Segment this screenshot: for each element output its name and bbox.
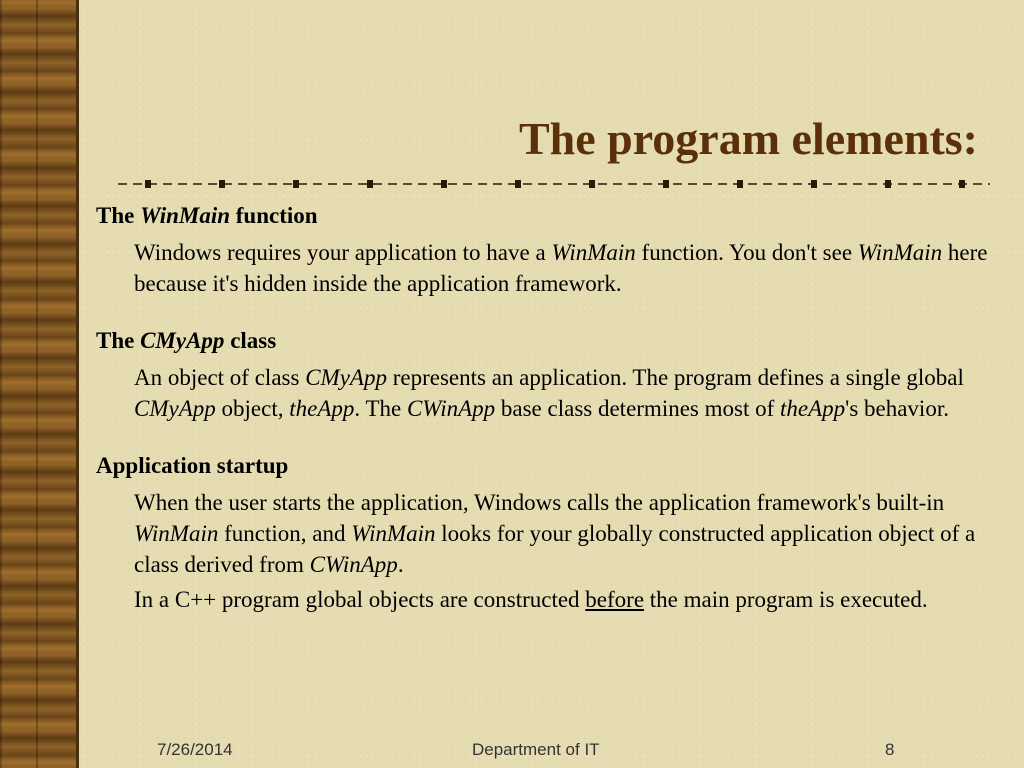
- italic-term: CMyApp: [305, 365, 387, 390]
- section-paragraph: [134, 584, 1011, 615]
- divider-marker: [145, 180, 151, 188]
- italic-term: CWinApp: [406, 396, 496, 421]
- text-run: . The: [354, 396, 407, 421]
- sidebar-edge: [76, 0, 79, 768]
- text-run: class: [224, 328, 277, 353]
- divider-marker: [293, 180, 299, 188]
- text-run: function. You don't see: [635, 240, 858, 265]
- divider-marker: [589, 180, 595, 188]
- italic-term: WinMain: [551, 240, 636, 265]
- section-paragraph: [134, 237, 1011, 299]
- footer-department: Department of IT: [472, 740, 600, 759]
- divider-marker: [663, 180, 669, 188]
- divider-marker: [367, 180, 373, 188]
- italic-term: WinMain: [140, 203, 231, 228]
- slide-body: [96, 200, 1011, 615]
- text-run: represents an application. The program defines a single global: [386, 365, 964, 390]
- underlined-term: before: [585, 587, 645, 612]
- italic-term: WinMain: [857, 240, 943, 265]
- section-paragraph: [134, 362, 1011, 424]
- wood-sidebar: [0, 0, 76, 768]
- text-run: Application startup: [96, 453, 289, 478]
- text-run: The: [96, 203, 141, 228]
- italic-term: CMyApp: [140, 328, 225, 353]
- section-heading: [96, 450, 1011, 481]
- divider-marker: [737, 180, 743, 188]
- italic-term: WinMain: [134, 521, 219, 546]
- text-run: the main program is executed.: [644, 587, 928, 612]
- text-run: 's behavior.: [845, 396, 949, 421]
- text-run: The: [96, 328, 141, 353]
- section-winmain: [96, 200, 1011, 299]
- text-run: When the user starts the application, Windows calls the application framework's built-in: [134, 490, 945, 515]
- italic-term: theApp: [780, 396, 846, 421]
- footer-page-number: 8: [885, 740, 895, 759]
- divider-marker: [515, 180, 521, 188]
- slide-title: The program elements:: [518, 113, 978, 164]
- text-run: .: [397, 552, 404, 577]
- dashed-divider: [118, 175, 990, 193]
- text-run: looks for your globally constructed application object of a class derived from: [134, 521, 976, 577]
- text-run: here because it's hidden inside the application framework.: [134, 240, 988, 296]
- text-run: object,: [215, 396, 290, 421]
- text-run: base class determines most of: [495, 396, 781, 421]
- italic-term: CWinApp: [309, 552, 398, 577]
- italic-term: CMyApp: [134, 396, 216, 421]
- section-application-startup: [96, 450, 1011, 615]
- italic-term: theApp: [289, 396, 355, 421]
- section-cmyapp: [96, 325, 1011, 424]
- divider-marker: [811, 180, 817, 188]
- text-run: In a C++ program global objects are constructed: [134, 587, 586, 612]
- divider-marker: [219, 180, 225, 188]
- text-run: function, and: [218, 521, 352, 546]
- divider-marker: [885, 180, 891, 188]
- text-run: An object of class: [134, 365, 306, 390]
- text-run: function: [230, 203, 318, 228]
- section-paragraph: [134, 487, 1011, 580]
- footer-date: 7/26/2014: [157, 740, 233, 759]
- section-heading: [96, 200, 1011, 231]
- divider-marker: [959, 180, 965, 188]
- divider-marker: [441, 180, 447, 188]
- text-run: Windows requires your application to have a: [134, 240, 552, 265]
- italic-term: WinMain: [351, 521, 436, 546]
- section-heading: [96, 325, 1011, 356]
